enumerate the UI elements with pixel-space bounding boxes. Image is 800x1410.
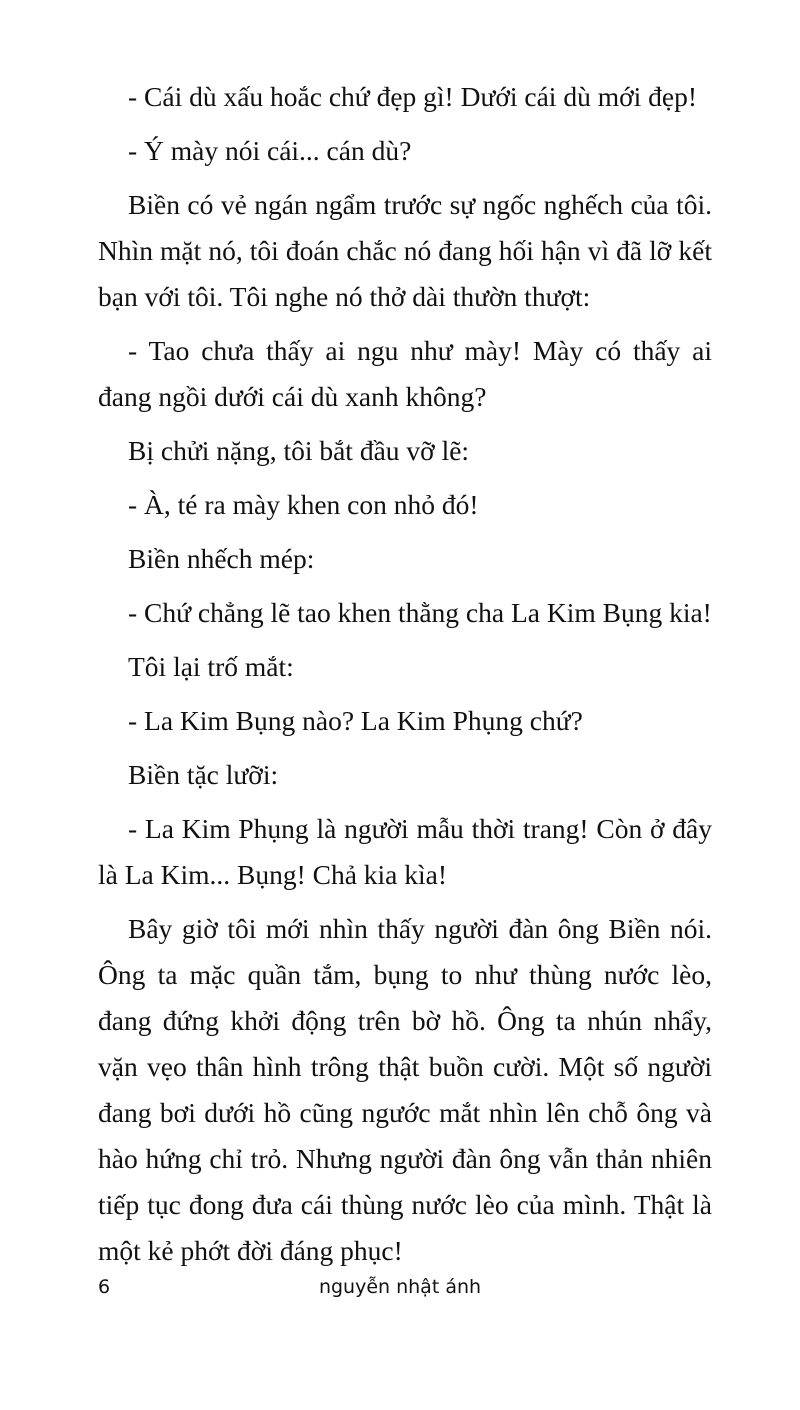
paragraph: - Tao chưa thấy ai ngu như mày! Mày có thấy ai đang ngồi dưới cái dù xanh không?: [98, 335, 712, 412]
paragraph: - La Kim Bụng nào? La Kim Phụng chứ?: [128, 705, 583, 736]
running-footer-author: nguyễn nhật ánh: [318, 1276, 482, 1298]
paragraph: Biền nhếch mép:: [128, 543, 315, 574]
paragraph: - Ý mày nói cái... cán dù?: [128, 135, 412, 166]
paragraph: Biền tặc lưỡi:: [128, 759, 279, 790]
paragraph: Biền có vẻ ngán ngẩm trước sự ngốc nghếch của tôi. Nhìn mặt nó, tôi đoán chắc nó đang hối hận vì đã lỡ kết bạn với tôi. Tôi nghe nó thở dài thườn thượt:: [98, 189, 712, 312]
page-body-text: [98, 74, 712, 1282]
paragraph: - La Kim Phụng là người mẫu thời trang! Còn ở đây là La Kim... Bụng! Chả kia kìa!: [98, 813, 712, 890]
page-number: 6: [98, 1276, 111, 1298]
paragraph: - Cái dù xấu hoắc chứ đẹp gì! Dưới cái dù mới đẹp!: [128, 81, 698, 112]
paragraph: - À, té ra mày khen con nhỏ đó!: [128, 489, 479, 520]
page-footer: [0, 1276, 800, 1308]
paragraph: Tôi lại trố mắt:: [128, 651, 294, 682]
paragraph: Bị chửi nặng, tôi bắt đầu vỡ lẽ:: [128, 435, 470, 466]
paragraph: Bây giờ tôi mới nhìn thấy người đàn ông Biền nói. Ông ta mặc quần tắm, bụng to như thùng nước lèo, đang đứng khởi động trên bờ hồ. Ông ta nhún nhẩy, vặn vẹo thân hình trông thật buồn cười. Một số người đang bơi dưới hồ cũng ngước mắt nhìn lên chỗ ông và hào hứng chỉ trỏ. Nhưng người đàn ông vẫn thản nhiên tiếp tục đong đưa cái thùng nước lèo của mình. Thật là một kẻ phớt đời đáng phục!: [98, 913, 712, 1266]
paragraph: - Chứ chẳng lẽ tao khen thằng cha La Kim Bụng kia!: [128, 597, 712, 628]
